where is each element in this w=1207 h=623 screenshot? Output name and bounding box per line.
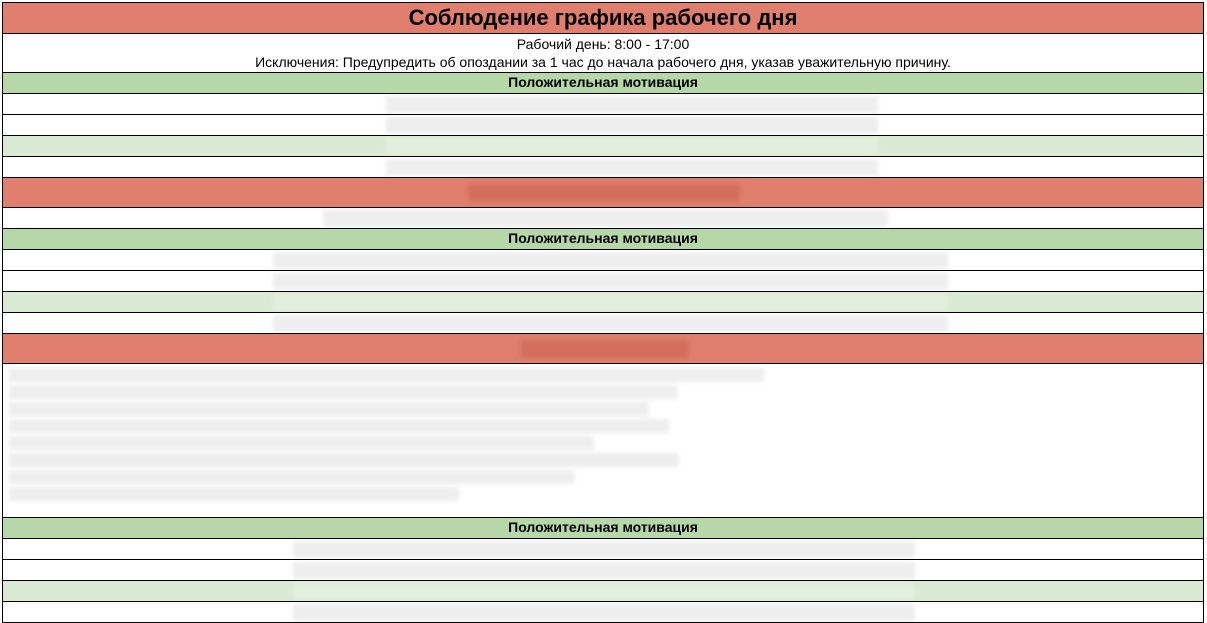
schedule-info <box>2 34 1204 73</box>
blurred-row <box>2 602 1204 623</box>
blurred-row <box>2 157 1204 178</box>
blurred-row <box>2 208 1204 229</box>
section-title-schedule <box>2 2 1204 34</box>
motivation-header-2 <box>2 229 1204 250</box>
document-sheet <box>2 2 1204 623</box>
blurred-row <box>2 271 1204 292</box>
blurred-row <box>2 539 1204 560</box>
section-title-blurred <box>2 178 1204 208</box>
motivation-header-1 <box>2 73 1204 94</box>
motivation-label: Положительная мотивация <box>508 230 698 246</box>
blurred-paragraph <box>2 364 1204 518</box>
blurred-row <box>2 581 1204 602</box>
blurred-row <box>2 560 1204 581</box>
blurred-row <box>2 250 1204 271</box>
blurred-row <box>2 94 1204 115</box>
workday-text: Рабочий день: 8:00 - 17:00 <box>516 36 690 52</box>
motivation-header-3 <box>2 518 1204 539</box>
exceptions-text: Исключения: Предупредить об опоздании за 1 час до начала рабочего дня, указав уважительную причину. <box>255 54 951 70</box>
blurred-row <box>2 313 1204 334</box>
blurred-row <box>2 115 1204 136</box>
blurred-row <box>2 292 1204 313</box>
section-title-blurred <box>2 334 1204 364</box>
motivation-label: Положительная мотивация <box>508 519 698 535</box>
motivation-label: Положительная мотивация <box>508 74 698 90</box>
blurred-row <box>2 136 1204 157</box>
schedule-title: Соблюдение графика рабочего дня <box>408 5 798 30</box>
